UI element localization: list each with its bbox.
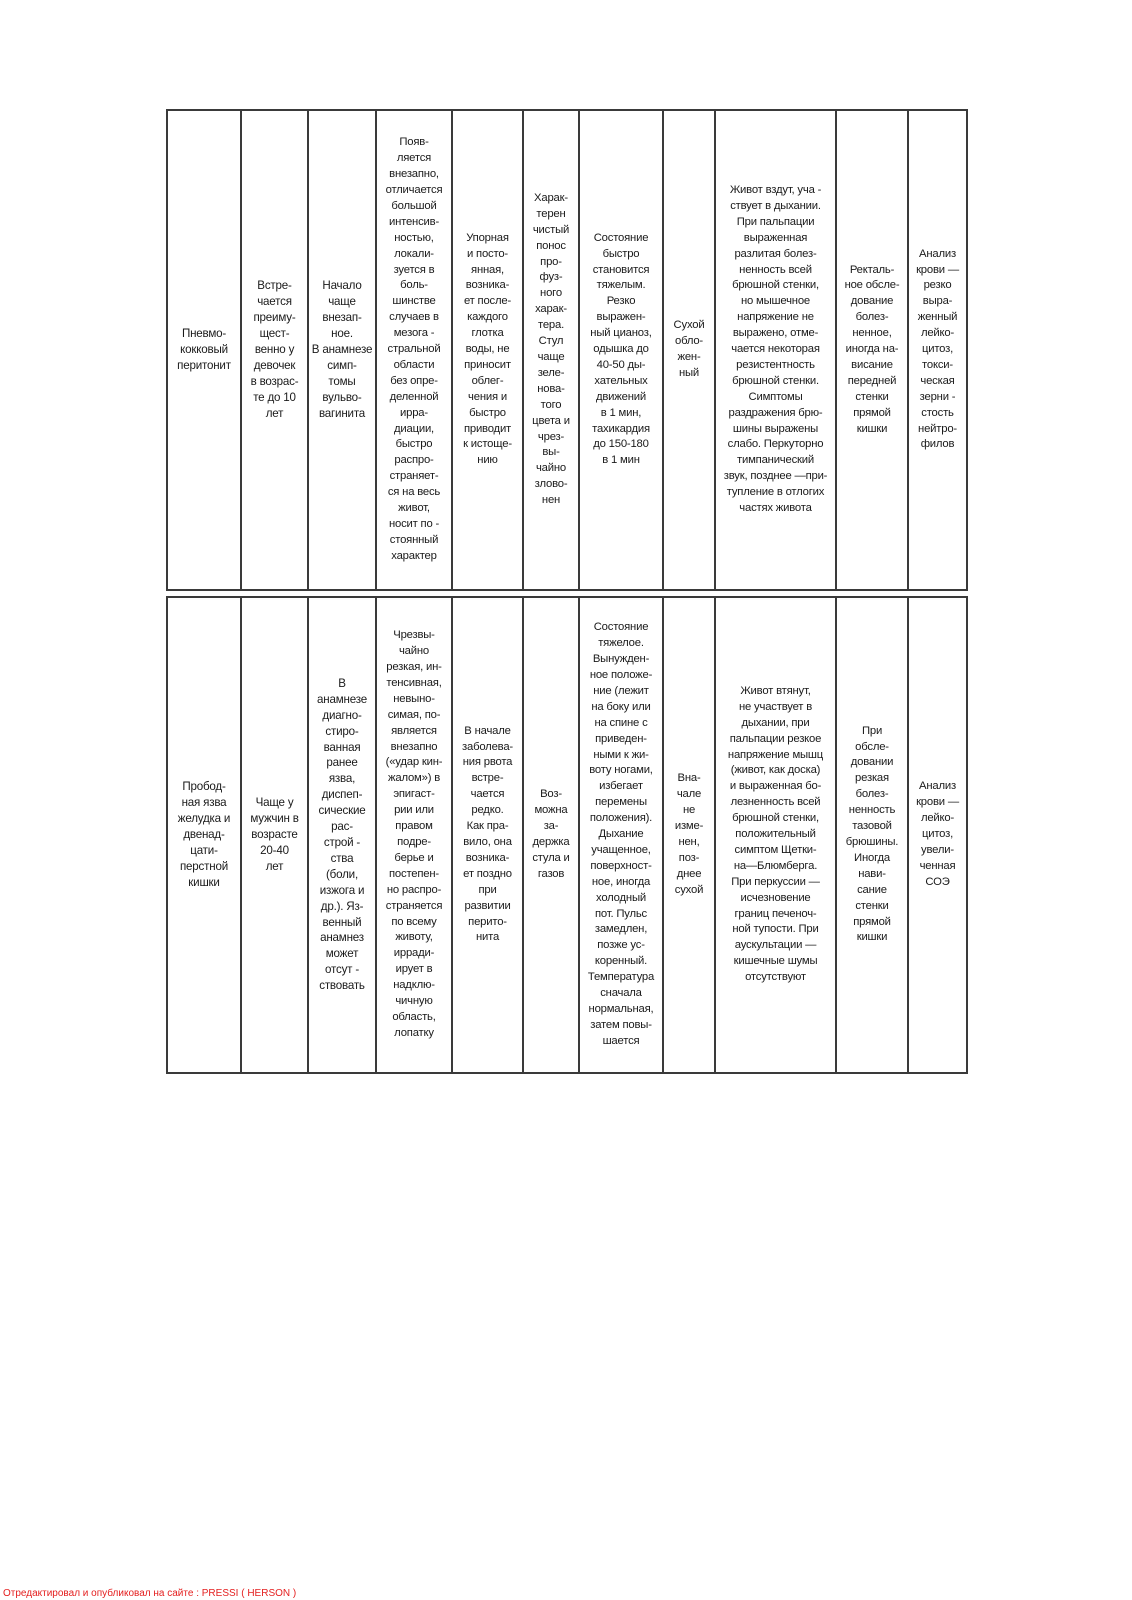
- disease-name-cell: Пневмо- кокковый перитонит: [167, 110, 241, 590]
- rectal-exam-cell: При обсле- довании резкая болез- ненность тазовой брюшины. Иногда нави- сание стенки прямой кишки: [836, 597, 908, 1073]
- publisher-footer: Отредактировал и опубликовал на сайте : PRESSI ( HERSON ): [3, 1588, 297, 1599]
- age-sex-cell: Встре- чается преиму- щест- венно у девочек в возрас- те до 10 лет: [241, 110, 308, 590]
- tongue-cell: Сухой обло- жен- ный: [663, 110, 715, 590]
- blood-test-cell: Анализ крови — лейко- цитоз, увели- ченная СОЭ: [908, 597, 967, 1073]
- abdomen-exam-cell: Живот вздут, уча - ствует в дыхании. При пальпации выраженная разлитая болез- ненность всей брюшной стенки, но мышечное напряжение не выражено, отме- чается некоторая резистентность брюшной стенки. Симптомы раздражения брю- шины выражены слабо. Перкуторно тимпанический звук, позднее —при- тупление в отлогих частях живота: [715, 110, 836, 590]
- stool-cell: Харак- терен чистый понос про- фуз- ного харак- тера. Стул чаще зеле- нова- того цвета и чрез- вы- чайно злово- нен: [523, 110, 579, 590]
- pain-cell: Чрезвы- чайно резкая, ин- тенсивная, невыно- симая, по- является внезапно («удар кин- жалом») в эпигаст- рии или правом подре- берье и постепен- но распро- страняется по всему животу, ирради- ирует в надклю- чичную область, лопатку: [376, 597, 452, 1073]
- general-condition-cell: Состояние тяжелое. Вынужден- ное положе- ние (лежит на боку или на спине с приведен- ными к жи- воту ногами, избегает перемены положения). Дыхание учащенное, поверхност- ное, иногда холодный пот. Пульс замедлен, позже ус- коренный. Температура сначала нормальная, затем повы- шается: [579, 597, 663, 1073]
- rectal-exam-cell: Ректаль- ное обсле- дование болез- ненное, иногда на- висание передней стенки прямой кишки: [836, 110, 908, 590]
- abdomen-exam-cell: Живот втянут, не участвует в дыхании, при пальпации резкое напряжение мышц (живот, как доска) и выраженная бо- лезненность всей брюшной стенки, положительный симптом Щетки- на—Блюмберга. При перкуссии — исчезновение границ печеноч- ной тупости. При аускультации — кишечные шумы отсутствуют: [715, 597, 836, 1073]
- disease-name-cell: Пробод- ная язва желудка и двенад- цати- перстной кишки: [167, 597, 241, 1073]
- stool-cell: Воз- можна за- держка стула и газов: [523, 597, 579, 1073]
- blood-test-cell: Анализ крови — резко выра- женный лейко- цитоз, токси- ческая зерни - стость нейтро- филов: [908, 110, 967, 590]
- onset-history-cell: В анамнезе диагно- стиро- ванная ранее язва, диспеп- сические рас- строй - ства (боли, изжога и др.). Яз- венный анамнез может отсут - ствовать: [308, 597, 376, 1073]
- vomiting-cell: В начале заболева- ния рвота встре- чается редко. Как пра- вило, она возника- ет поздно при развитии перито- нита: [452, 597, 523, 1073]
- age-sex-cell: Чаще у мужчин в возрасте 20-40 лет: [241, 597, 308, 1073]
- table-row: [167, 110, 967, 590]
- onset-history-cell: Начало чаще внезап- ное. В анамнезе симп- томы вульво- вагинита: [308, 110, 376, 590]
- pain-cell: Появ- ляется внезапно, отличается большой интенсив- ностью, локали- зуется в боль- шинстве случаев в мезога - стральной области без опре- деленной ирра- диации, быстро распро- страняет- ся на весь живот, носит по - стоянный характер: [376, 110, 452, 590]
- vomiting-cell: Упорная и посто- янная, возника- ет после- каждого глотка воды, не приносит облег- чения и быстро приводит к истоще- нию: [452, 110, 523, 590]
- table-row: [167, 597, 967, 1073]
- comparison-table-part-2: [166, 596, 968, 1074]
- comparison-table-part-1: [166, 109, 968, 591]
- tongue-cell: Вна- чале не изме- нен, поз- днее сухой: [663, 597, 715, 1073]
- general-condition-cell: Состояние быстро становится тяжелым. Резко выражен- ный цианоз, одышка до 40-50 ды- хательных движений в 1 мин, тахикардия до 150-180 в 1 мин: [579, 110, 663, 590]
